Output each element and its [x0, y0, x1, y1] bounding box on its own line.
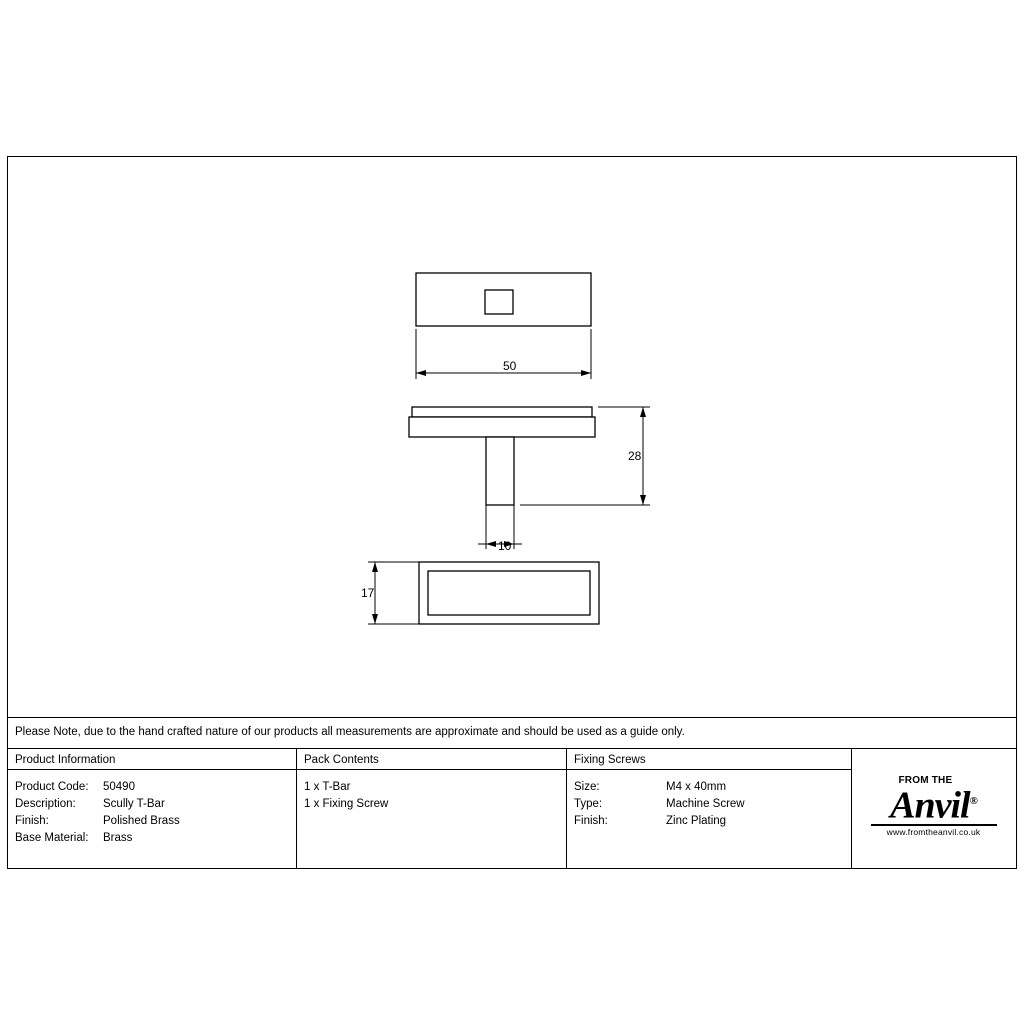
drawing-sheet: [7, 156, 1017, 869]
finish-value: Polished Brass: [103, 815, 180, 827]
product-information-header: Product Information: [8, 749, 296, 770]
plan-view: [419, 562, 599, 624]
product-code-value: 50490: [103, 781, 135, 793]
description-label: Description:: [15, 798, 76, 810]
screw-finish-label: Finish:: [574, 815, 608, 827]
measurement-note: [8, 717, 1016, 748]
dimension-label-17: 17: [361, 586, 375, 600]
screw-type-label: Type:: [574, 798, 603, 810]
side-elevation-view: [409, 407, 595, 505]
screw-size-label: Size:: [574, 781, 600, 793]
base-material-value: Brass: [103, 832, 133, 844]
dimension-10: [478, 505, 522, 553]
list-item: 1 x T-Bar: [304, 781, 351, 793]
table-row: [15, 796, 296, 813]
finish-label: Finish:: [15, 815, 49, 827]
table-row: [574, 779, 851, 796]
logo-url: www.fromtheanvil.co.uk: [886, 827, 981, 838]
logo-from-the-text: FROM THE: [898, 775, 953, 787]
dimension-17: [361, 562, 419, 624]
table-row: [15, 813, 296, 830]
dimension-label-50: 50: [503, 359, 517, 373]
list-item: 1 x Fixing Screw: [304, 798, 389, 810]
pack-contents-column: [297, 749, 567, 868]
dimension-label-28: 28: [628, 449, 642, 463]
product-drawing: [8, 157, 1016, 717]
base-material-label: Base Material:: [15, 832, 89, 844]
product-code-label: Product Code:: [15, 781, 89, 793]
table-row: [15, 779, 296, 796]
table-row: [574, 796, 851, 813]
front-elevation-view: [416, 273, 591, 326]
dimension-label-10: 10: [498, 539, 512, 553]
table-row: [15, 830, 296, 847]
brand-logo: [852, 749, 1015, 868]
screw-finish-value: Zinc Plating: [666, 815, 727, 827]
fixing-screws-header: Fixing Screws: [567, 749, 851, 770]
pack-contents-header: Pack Contents: [297, 749, 566, 770]
screw-size-value: M4 x 40mm: [666, 781, 727, 793]
measurement-note-text: Please Note, due to the hand crafted nature of our products all measurements are approximate and should be used as a guide only.: [15, 726, 685, 739]
fixing-screws-column: [567, 749, 852, 868]
registered-mark-icon: ®: [969, 795, 977, 808]
description-value: Scully T-Bar: [103, 798, 165, 810]
dimension-50: [416, 329, 591, 379]
logo-wordmark: [871, 784, 997, 828]
product-information-column: [8, 749, 297, 868]
info-block: [8, 748, 1016, 868]
logo-name-text: Anvil: [890, 785, 970, 828]
table-row: [574, 813, 851, 830]
screw-type-value: Machine Screw: [666, 798, 745, 810]
